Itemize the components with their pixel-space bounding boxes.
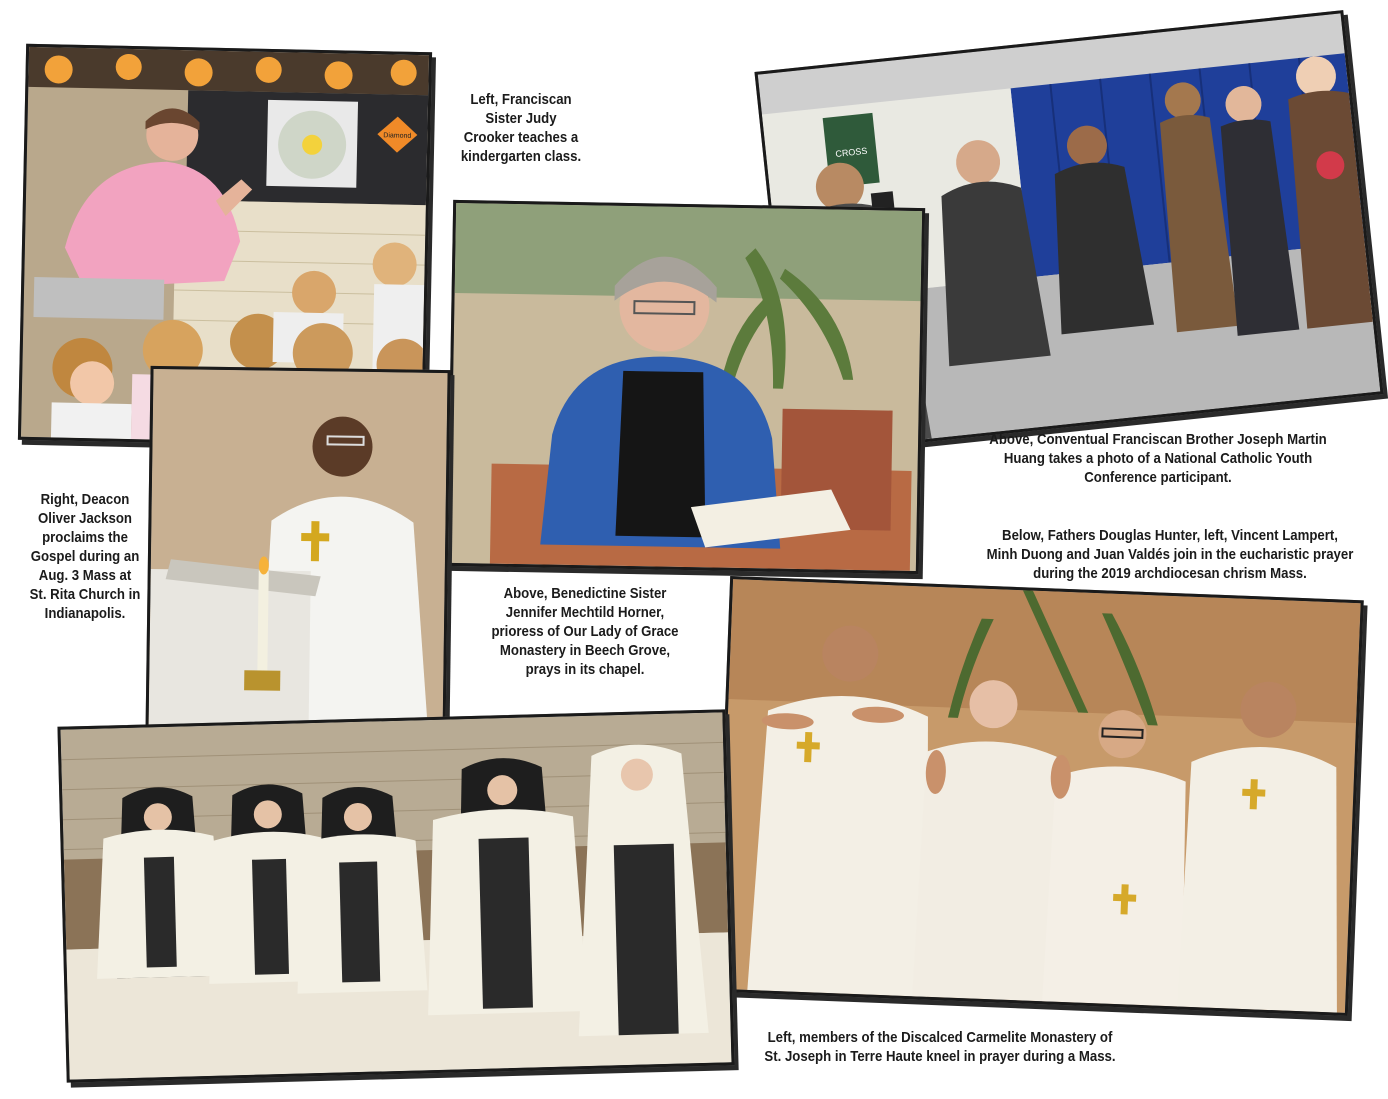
deacon-scene (148, 369, 447, 738)
caption-chrism-mass: Below, Fathers Douglas Hunter, left, Vincent Lampert, Minh Duong and Juan Valdés join in the eucharistic prayer during the 2019 archdiocesan chrism Mass. (986, 527, 1354, 582)
carmelite-scene (61, 712, 732, 1079)
caption-carmelite: Left, members of the Discalced Carmelite Monastery of St. Joseph in Terre Haute kneel in prayer during a Mass. (764, 1029, 1116, 1065)
caption-benedictine: Above, Benedictine Sister Jennifer Mechtild Horner, prioress of Our Lady of Grace Monastery in Beech Grove, prays in its chapel. (491, 585, 679, 678)
svg-text:Diamond: Diamond (383, 132, 412, 140)
svg-text:CROSS: CROSS (834, 145, 868, 159)
photo-carmelite-sisters (57, 709, 734, 1082)
ambo-lace (148, 569, 310, 736)
caption-deacon: Right, Deacon Oliver Jackson proclaims the Gospel during an Aug. 3 Mass at St. Rita Church in Indianapolis. (29, 491, 141, 622)
caption-youth-conference: Above, Conventual Franciscan Brother Joseph Martin Huang takes a photo of a National Catholic Youth Conference participant. (989, 431, 1327, 486)
candle (257, 570, 268, 670)
chrism-mass-scene (717, 579, 1360, 1013)
caption-kindergarten: Left, Franciscan Sister Judy Crooker teaches a kindergarten class. (460, 91, 582, 165)
photo-benedictine-sister (447, 200, 925, 574)
photo-chrism-mass (714, 576, 1364, 1016)
photo-deacon-gospel (145, 366, 450, 741)
benedictine-scene (450, 203, 922, 571)
